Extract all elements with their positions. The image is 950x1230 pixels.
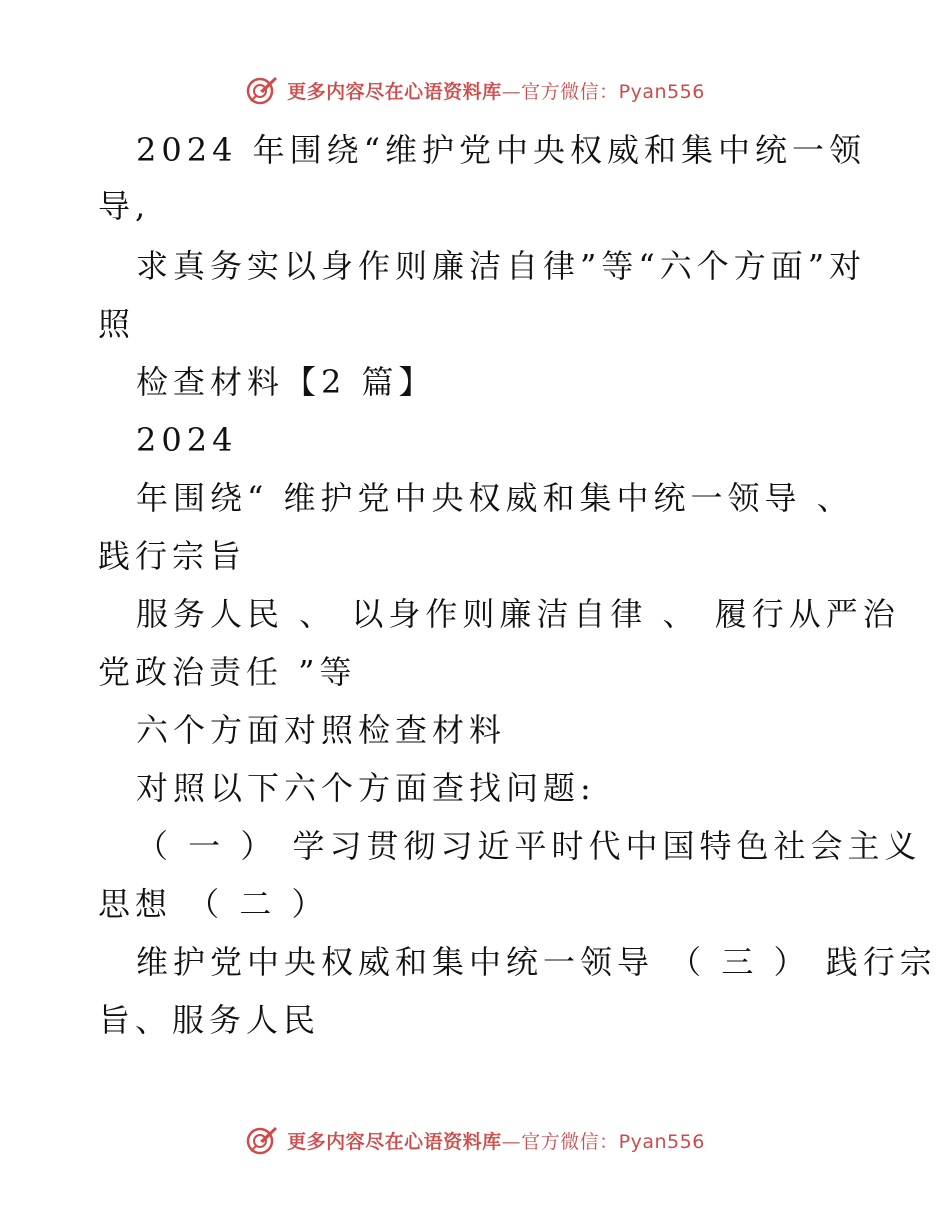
header-watermark bbox=[0, 70, 950, 110]
subtitle-year: 2024 bbox=[136, 421, 238, 459]
title-line-2: 导, bbox=[98, 187, 151, 225]
watermark-separator: — bbox=[501, 80, 522, 103]
subtitle-line-5: 六个方面对照检查材料 bbox=[136, 711, 507, 749]
pen-logo-icon bbox=[245, 73, 279, 107]
watermark-brand: 更多内容尽在心语资料库 bbox=[287, 80, 502, 103]
watermark-separator: — bbox=[501, 1130, 522, 1153]
item-line-1: （ 一 ） 学习贯彻习近平时代中国特色社会主义 bbox=[136, 827, 922, 865]
title-line-1: 2024 年围绕“维护党中央权威和集中统一领 bbox=[136, 131, 866, 169]
intro-paragraph: 对照以下六个方面查找问题: bbox=[136, 769, 596, 807]
subtitle-line-1: 年围绕“ 维护党中央权威和集中统一领导 、 bbox=[136, 479, 854, 517]
pen-logo-icon bbox=[245, 1123, 279, 1157]
subtitle-line-3: 服务人民 、 以身作则廉洁自律 、 履行从严治 bbox=[136, 595, 900, 633]
title-line-3: 求真务实以身作则廉洁自律”等“六个方面”对 bbox=[136, 247, 867, 285]
watermark-text bbox=[287, 77, 705, 104]
item-line-2: 思想 （ 二 ） bbox=[98, 885, 329, 923]
watermark-wechat: 官方微信：Pyan556 bbox=[521, 80, 705, 103]
title-line-5: 检查材料【2 篇】 bbox=[136, 363, 436, 401]
watermark-wechat: 官方微信：Pyan556 bbox=[521, 1130, 705, 1153]
item-line-4: 旨、服务人民 bbox=[98, 1001, 321, 1039]
title-line-4: 照 bbox=[98, 305, 136, 343]
subtitle-line-2: 践行宗旨 bbox=[98, 537, 247, 575]
item-line-3: 维护党中央权威和集中统一领导 （ 三 ） 践行宗 bbox=[136, 943, 937, 981]
watermark-text bbox=[287, 1127, 705, 1154]
watermark-brand: 更多内容尽在心语资料库 bbox=[287, 1130, 502, 1153]
subtitle-line-4: 党政治责任 ”等 bbox=[98, 653, 357, 691]
footer-watermark bbox=[0, 1120, 950, 1160]
